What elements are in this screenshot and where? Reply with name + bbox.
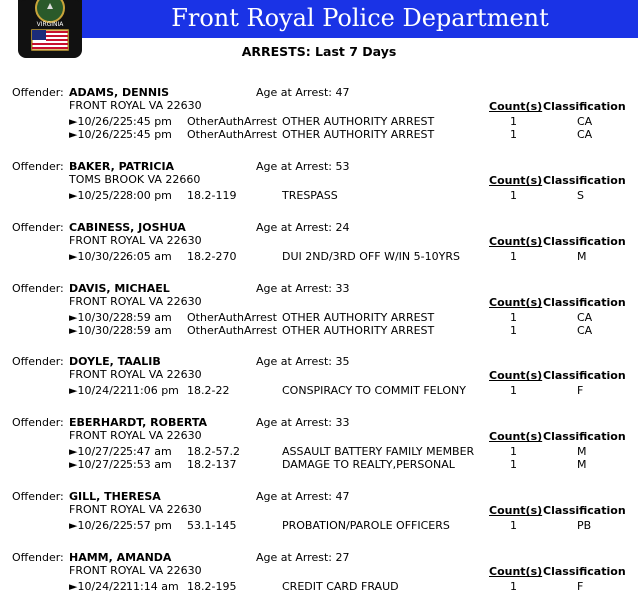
charge-date: ►10/27/22 [69,445,127,458]
offender-name: ADAMS, DENNIS [69,86,170,99]
charge-statute: OtherAuthArrest [187,115,277,128]
classification-header: Classification [543,100,626,113]
charge-classification: F [577,580,584,593]
offender-name: HAMM, AMANDA [69,551,172,564]
counts-header: Count(s) [489,369,543,382]
age-at-arrest: Age at Arrest: 53 [256,160,350,173]
offender-label: Offender: [12,551,64,564]
charge-description: CONSPIRACY TO COMMIT FELONY [282,384,466,397]
charge-classification: M [577,458,587,471]
charge-statute: 18.2-119 [187,189,237,202]
charge-count: 1 [510,519,517,532]
classification-header: Classification [543,565,626,578]
page-title: Front Royal Police Department [171,4,549,32]
age-at-arrest: Age at Arrest: 33 [256,282,350,295]
offender-name: EBERHARDT, ROBERTA [69,416,208,429]
age-at-arrest: Age at Arrest: 24 [256,221,350,234]
age-at-arrest: Age at Arrest: 27 [256,551,350,564]
age-at-arrest: Age at Arrest: 33 [256,416,350,429]
offender-address: FRONT ROYAL VA 22630 [69,99,202,112]
offender-label: Offender: [12,160,64,173]
charge-description: DAMAGE TO REALTY,PERSONAL [282,458,455,471]
charge-count: 1 [510,384,517,397]
counts-header: Count(s) [489,174,543,187]
offender-address: FRONT ROYAL VA 22630 [69,368,202,381]
counts-header: Count(s) [489,504,543,517]
classification-header: Classification [543,369,626,382]
offender-label: Offender: [12,355,64,368]
badge-text: VIRGINIA [36,21,64,28]
charge-classification: F [577,384,584,397]
charge-date: ►10/27/22 [69,458,127,471]
charge-classification: M [577,250,587,263]
offender-address: FRONT ROYAL VA 22630 [69,503,202,516]
charge-count: 1 [510,189,517,202]
charge-statute: 18.2-137 [187,458,237,471]
charge-statute: 18.2-270 [187,250,237,263]
offender-name: BAKER, PATRICIA [69,160,175,173]
charge-time: 5:47 am [126,445,172,458]
charge-time: 11:14 am [126,580,179,593]
age-at-arrest: Age at Arrest: 47 [256,86,350,99]
charge-description: OTHER AUTHORITY ARREST [282,128,435,141]
charge-classification: CA [577,128,593,141]
charge-date: ►10/26/22 [69,128,127,141]
offender-name: DAVIS, MICHAEL [69,282,170,295]
charge-date: ►10/30/22 [69,311,127,324]
classification-header: Classification [543,504,626,517]
offender-address: FRONT ROYAL VA 22630 [69,234,202,247]
charge-time: 5:53 am [126,458,172,471]
charge-time: 8:59 am [126,311,172,324]
charge-date: ►10/24/22 [69,580,127,593]
offender-label: Offender: [12,490,64,503]
counts-header: Count(s) [489,235,543,248]
offender-address: FRONT ROYAL VA 22630 [69,564,202,577]
charge-date: ►10/30/22 [69,250,127,263]
charge-count: 1 [510,458,517,471]
charge-description: OTHER AUTHORITY ARREST [282,311,435,324]
classification-header: Classification [543,296,626,309]
charge-description: DUI 2ND/3RD OFF W/IN 5-10YRS [282,250,460,263]
charge-count: 1 [510,311,517,324]
charge-count: 1 [510,115,517,128]
offender-label: Offender: [12,221,64,234]
charge-statute: OtherAuthArrest [187,324,277,337]
charge-description: ASSAULT BATTERY FAMILY MEMBER [282,445,475,458]
counts-header: Count(s) [489,430,543,443]
charge-classification: S [577,189,584,202]
charge-count: 1 [510,250,517,263]
charge-date: ►10/25/22 [69,189,127,202]
counts-header: Count(s) [489,100,543,113]
offender-name: DOYLE, TAALIB [69,355,161,368]
charge-statute: 53.1-145 [187,519,237,532]
charge-description: OTHER AUTHORITY ARREST [282,324,435,337]
charge-statute: OtherAuthArrest [187,311,277,324]
charge-statute: 18.2-22 [187,384,230,397]
charge-count: 1 [510,128,517,141]
charge-time: 5:45 pm [126,115,172,128]
charge-classification: M [577,445,587,458]
counts-header: Count(s) [489,565,543,578]
charge-date: ►10/26/22 [69,115,127,128]
age-at-arrest: Age at Arrest: 35 [256,355,350,368]
offender-address: FRONT ROYAL VA 22630 [69,429,202,442]
charge-time: 8:00 pm [126,189,172,202]
charge-count: 1 [510,580,517,593]
charge-time: 11:06 pm [126,384,179,397]
charge-date: ►10/30/22 [69,324,127,337]
charge-count: 1 [510,324,517,337]
charge-statute: OtherAuthArrest [187,128,277,141]
report-subtitle: ARRESTS: Last 7 Days [241,44,397,59]
charge-time: 8:59 am [126,324,172,337]
charge-time: 5:45 pm [126,128,172,141]
charge-time: 5:57 pm [126,519,172,532]
classification-header: Classification [543,430,626,443]
offender-label: Offender: [12,282,64,295]
offender-label: Offender: [12,416,64,429]
offender-name: CABINESS, JOSHUA [69,221,186,234]
classification-header: Classification [543,235,626,248]
counts-header: Count(s) [489,296,543,309]
offender-label: Offender: [12,86,64,99]
charge-classification: CA [577,115,593,128]
offender-address: TOMS BROOK VA 22660 [69,173,201,186]
age-at-arrest: Age at Arrest: 47 [256,490,350,503]
charge-count: 1 [510,445,517,458]
offender-name: GILL, THERESA [69,490,161,503]
charge-statute: 18.2-195 [187,580,237,593]
charge-description: OTHER AUTHORITY ARREST [282,115,435,128]
offender-address: FRONT ROYAL VA 22630 [69,295,202,308]
classification-header: Classification [543,174,626,187]
charge-time: 6:05 am [126,250,172,263]
charge-description: CREDIT CARD FRAUD [282,580,399,593]
charge-classification: CA [577,311,593,324]
charge-description: TRESPASS [282,189,338,202]
charge-statute: 18.2-57.2 [187,445,240,458]
charge-classification: CA [577,324,593,337]
charge-date: ►10/26/22 [69,519,127,532]
charge-date: ►10/24/22 [69,384,127,397]
charge-description: PROBATION/PAROLE OFFICERS [282,519,450,532]
charge-classification: PB [577,519,592,532]
